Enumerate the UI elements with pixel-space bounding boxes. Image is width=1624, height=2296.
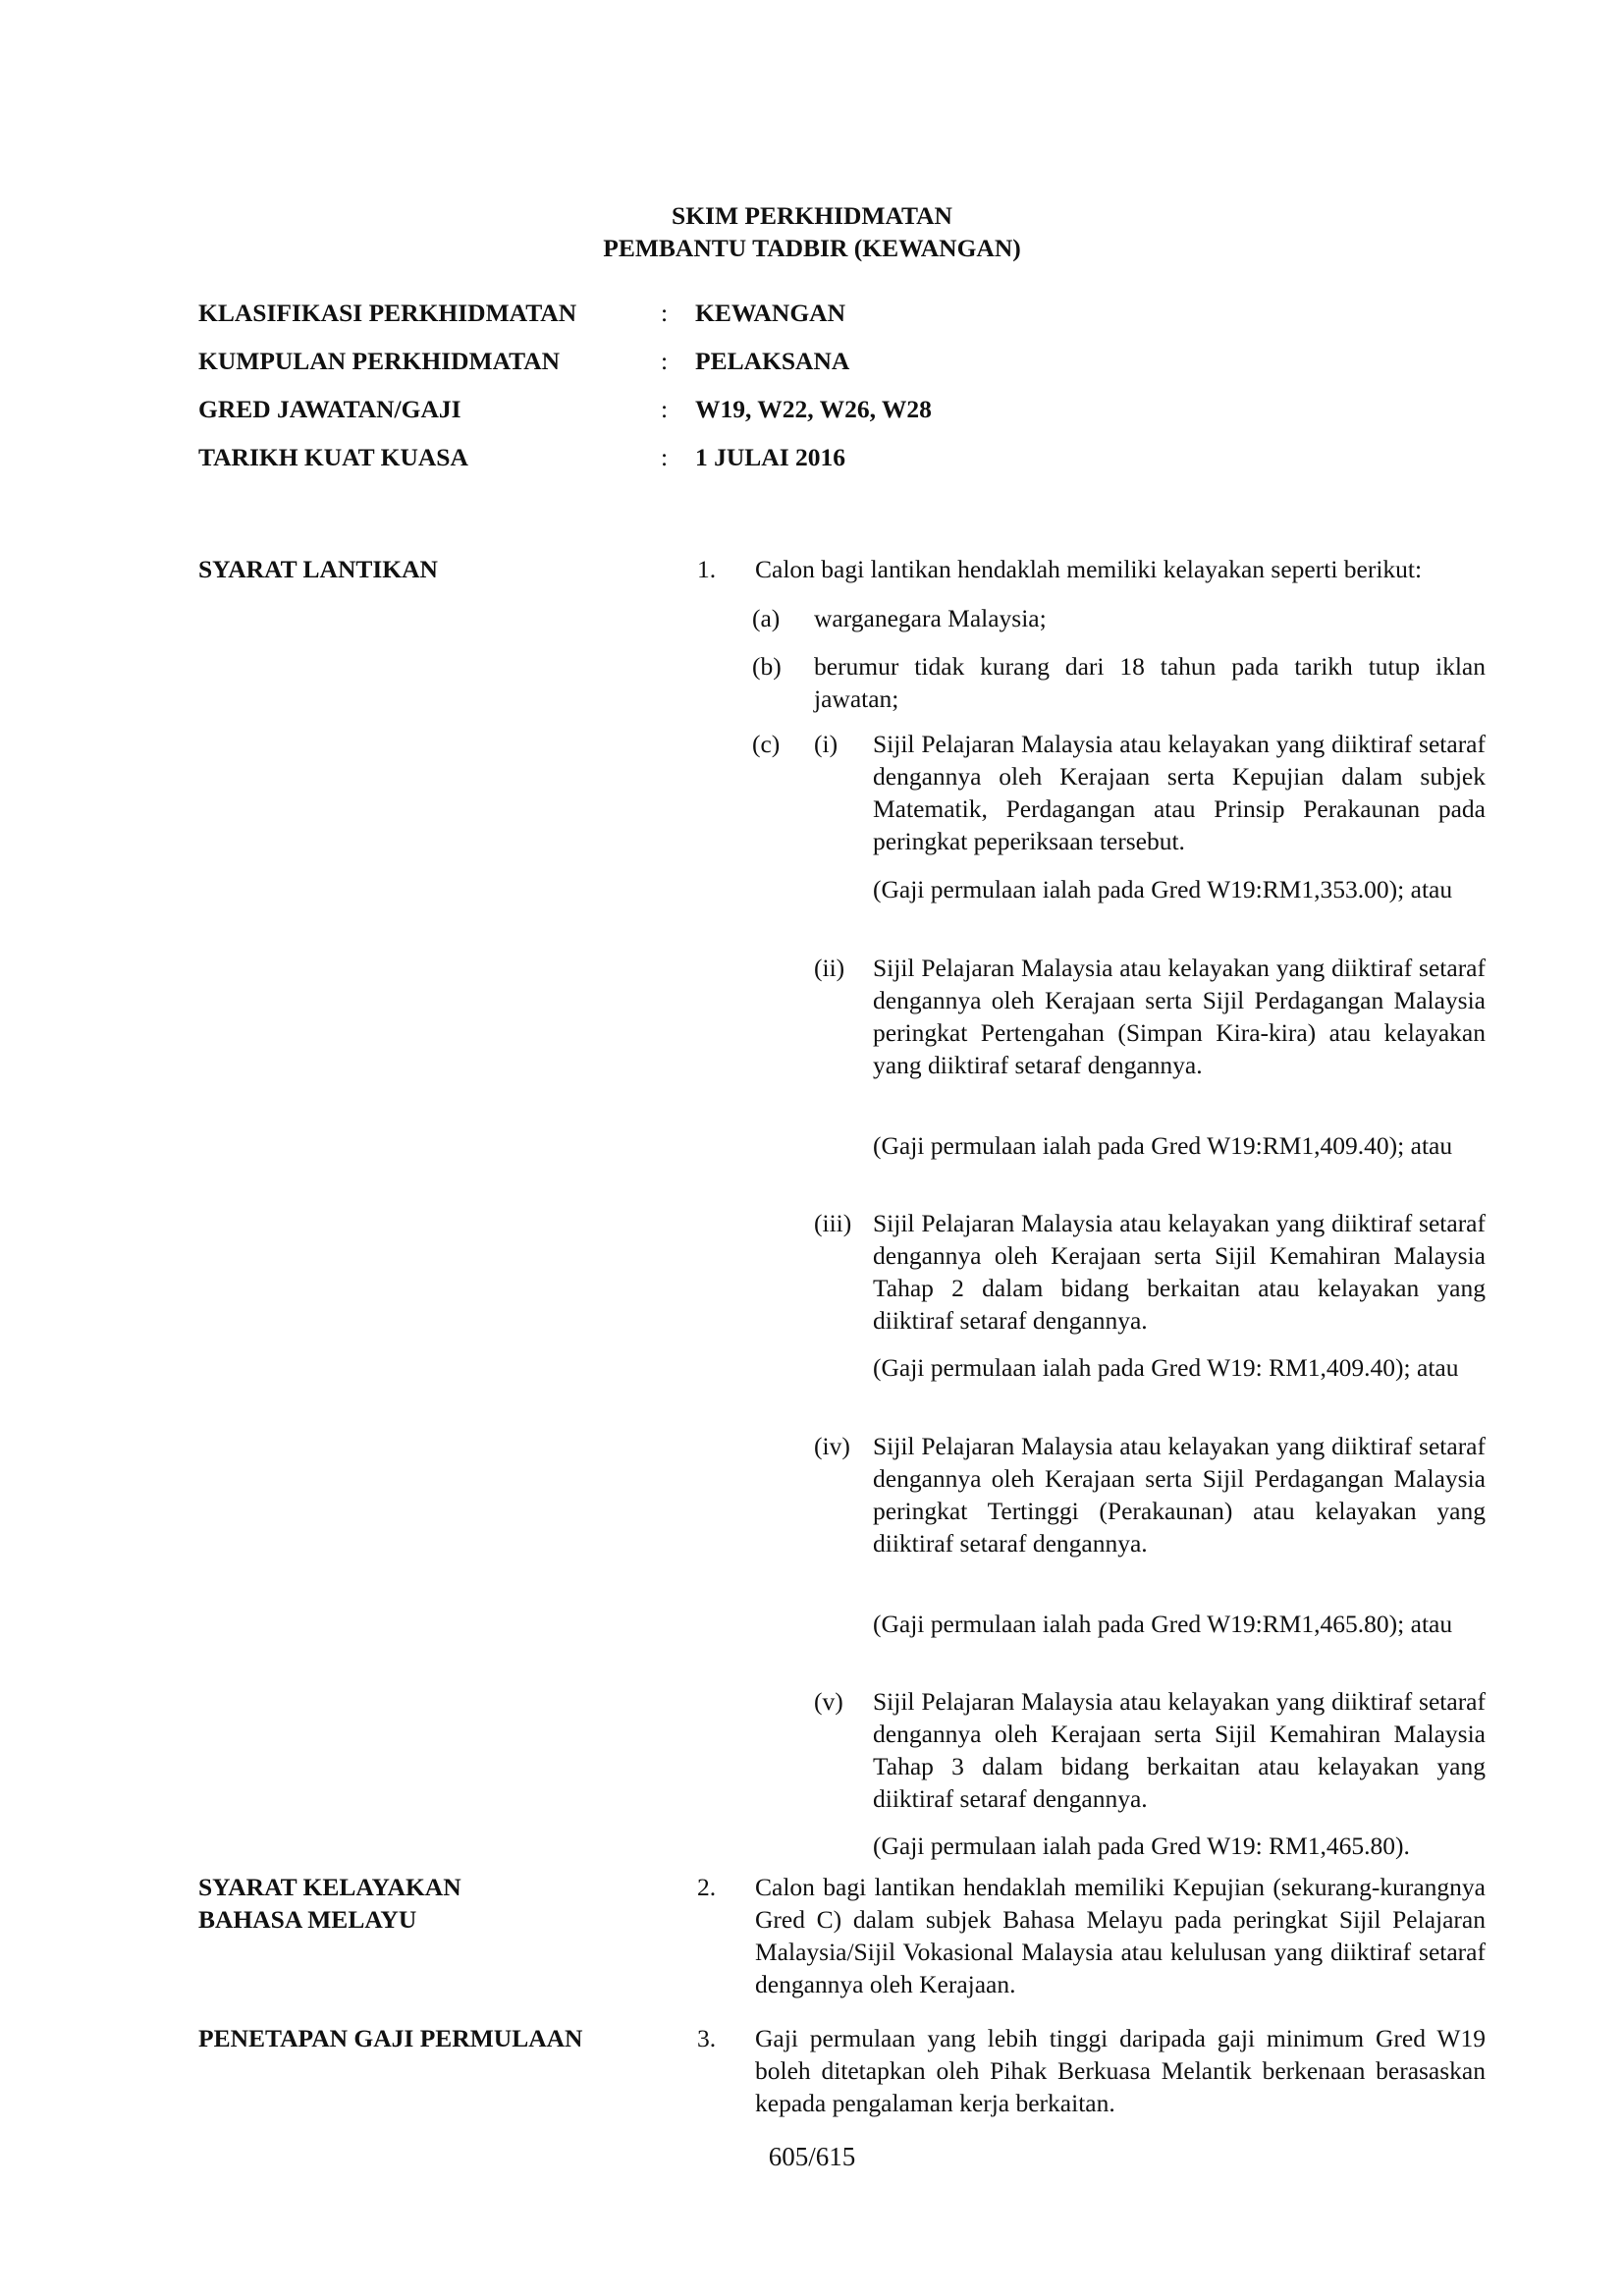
sub-item-text: Sijil Pelajaran Malaysia atau kelayakan yang diiktiraf setaraf dengannya oleh Kerajaan serta Sijil Perdagangan Malaysia peringkat Pertengahan (Simpan Kira-kira) atau kelayakan yang diiktiraf setaraf dengannya. (873, 954, 1486, 1079)
meta-label: TARIKH KUAT KUASA (198, 443, 468, 471)
sub-item-label: (v) (814, 1687, 843, 1716)
document-header (0, 199, 1624, 264)
meta-colon: : (661, 443, 669, 471)
section-title-line: BAHASA MELAYU (198, 1905, 417, 1934)
meta-colon: : (661, 299, 669, 327)
starting-salary-note: (Gaji permulaan ialah pada Gred W19: RM1,465.80). (873, 1831, 1410, 1860)
section-intro: Calon bagi lantikan hendaklah memiliki kelayakan seperti berikut: (755, 555, 1423, 583)
section-number: 1. (697, 555, 717, 583)
starting-salary-note: (Gaji permulaan ialah pada Gred W19: RM1,409.40); atau (873, 1353, 1459, 1382)
meta-value: W19, W22, W26, W28 (695, 395, 932, 423)
meta-colon: : (661, 347, 669, 375)
section-title: PENETAPAN GAJI PERMULAAN (198, 2024, 583, 2052)
meta-label: GRED JAWATAN/GAJI (198, 395, 461, 423)
meta-label: KLASIFIKASI PERKHIDMATAN (198, 299, 577, 327)
meta-colon: : (661, 395, 669, 423)
section-text: Gaji permulaan yang lebih tinggi daripada gaji minimum Gred W19 boleh ditetapkan oleh Pihak Berkuasa Melantik berkenaan berasaskan kepada pengalaman kerja berkaitan. (755, 2024, 1486, 2117)
page-number: 605/615 (768, 2142, 856, 2171)
item-label: (b) (752, 652, 782, 681)
sub-item-label: (iii) (814, 1209, 852, 1237)
meta-value: PELAKSANA (695, 347, 850, 375)
meta-value: 1 JULAI 2016 (695, 443, 846, 471)
document-subtitle: PEMBANTU TADBIR (KEWANGAN) (603, 234, 1021, 262)
starting-salary-note: (Gaji permulaan ialah pada Gred W19:RM1,465.80); atau (873, 1610, 1453, 1638)
section-title (198, 1871, 660, 1936)
item-label: (a) (752, 604, 781, 632)
item-text: berumur tidak kurang dari 18 tahun pada tarikh tutup iklan jawatan; (814, 652, 1486, 713)
item-label: (c) (752, 730, 781, 758)
sub-item-label: (i) (814, 730, 839, 758)
section-title-line: SYARAT KELAYAKAN (198, 1873, 461, 1901)
starting-salary-note: (Gaji permulaan ialah pada Gred W19:RM1,409.40); atau (873, 1131, 1453, 1160)
section-number: 3. (697, 2024, 717, 2052)
sub-item-text: Sijil Pelajaran Malaysia atau kelayakan yang diiktiraf setaraf dengannya oleh Kerajaan serta Sijil Kemahiran Malaysia Tahap 2 dalam bidang berkaitan atau kelayakan yang diiktiraf setaraf dengannya. (873, 1209, 1486, 1335)
section-title: SYARAT LANTIKAN (198, 555, 438, 583)
item-text: warganegara Malaysia; (814, 604, 1047, 632)
sub-item-label: (iv) (814, 1432, 850, 1460)
document-title: SKIM PERKHIDMATAN (672, 201, 952, 230)
sub-item-label: (ii) (814, 954, 845, 982)
sub-item-text: Sijil Pelajaran Malaysia atau kelayakan yang diiktiraf setaraf dengannya oleh Kerajaan serta Sijil Perdagangan Malaysia peringkat Tertinggi (Perakaunan) atau kelayakan yang diiktiraf setaraf dengannya. (873, 1432, 1486, 1558)
sub-item-text: Sijil Pelajaran Malaysia atau kelayakan yang diiktiraf setaraf dengannya oleh Kerajaan serta Kepujian dalam subjek Matematik, Perdagangan atau Prinsip Perakaunan pada peringkat peperiksaan tersebut. (873, 730, 1486, 855)
section-text: Calon bagi lantikan hendaklah memiliki Kepujian (sekurang-kurangnya Gred C) dalam subjek Bahasa Melayu pada peringkat Sijil Pelajaran Malaysia/Sijil Vokasional Malaysia atau kelulusan yang diiktiraf setaraf dengannya oleh Kerajaan. (755, 1873, 1486, 1998)
meta-value: KEWANGAN (695, 299, 846, 327)
starting-salary-note: (Gaji permulaan ialah pada Gred W19:RM1,353.00); atau (873, 875, 1453, 903)
meta-label: KUMPULAN PERKHIDMATAN (198, 347, 561, 375)
sub-item-text: Sijil Pelajaran Malaysia atau kelayakan yang diiktiraf setaraf dengannya oleh Kerajaan serta Sijil Kemahiran Malaysia Tahap 3 dalam bidang berkaitan atau kelayakan yang diiktiraf setaraf dengannya. (873, 1687, 1486, 1813)
section-number: 2. (697, 1873, 717, 1901)
